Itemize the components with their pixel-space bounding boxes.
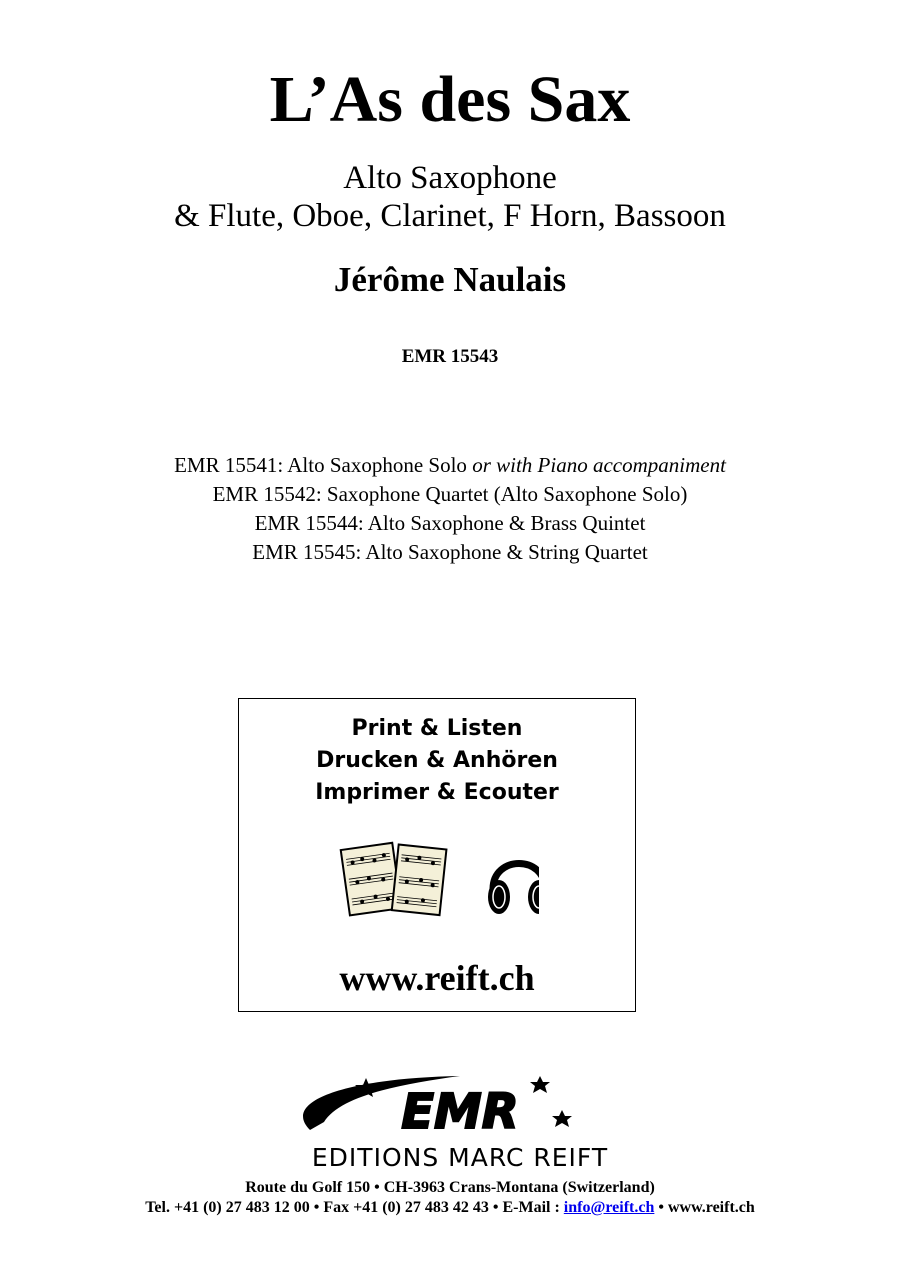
edition-item: EMR 15545: Alto Saxophone & String Quartet — [252, 540, 648, 564]
publisher-contact: Tel. +41 (0) 27 483 12 00 • Fax +41 (0) 27 483 42 43 • E-Mail : info@reift.ch • www.reift.ch — [145, 1199, 755, 1216]
print-listen-line-en: Print & Listen — [351, 716, 523, 741]
print-listen-illustration — [339, 833, 539, 923]
publisher-name: EDITIONS MARC REIFT — [311, 1143, 609, 1170]
edition-item: EMR 15541: Alto Saxophone Solo or with Piano accompaniment — [174, 453, 726, 477]
headphones-icon — [488, 864, 539, 915]
other-editions-list — [0, 451, 900, 567]
logo-emr-text: EMR — [401, 1084, 519, 1140]
edition-item: EMR 15542: Saxophone Quartet (Alto Saxophone Solo) — [212, 482, 688, 506]
print-listen-line-fr: Imprimer & Ecouter — [315, 780, 559, 805]
email-link[interactable]: info@reift.ch — [563, 1199, 655, 1216]
publisher-address: Route du Golf 150 • CH-3963 Crans-Montana (Switzerland) — [245, 1179, 655, 1196]
score-title: L’As des Sax — [269, 63, 631, 136]
instrumentation-line-1: Alto Saxophone — [343, 160, 557, 196]
composer-name: Jérôme Naulais — [333, 260, 567, 299]
catalog-number: EMR 15543 — [401, 346, 499, 367]
print-listen-box — [238, 698, 636, 1012]
sheet-music-icon — [341, 843, 447, 916]
website-url[interactable]: www.reift.ch — [339, 958, 535, 998]
instrumentation-line-2: & Flute, Oboe, Clarinet, F Horn, Bassoon — [174, 198, 726, 234]
print-listen-line-de: Drucken & Anhören — [316, 748, 558, 773]
edition-item: EMR 15544: Alto Saxophone & Brass Quintet — [254, 511, 646, 535]
emr-logo — [240, 1070, 680, 1170]
